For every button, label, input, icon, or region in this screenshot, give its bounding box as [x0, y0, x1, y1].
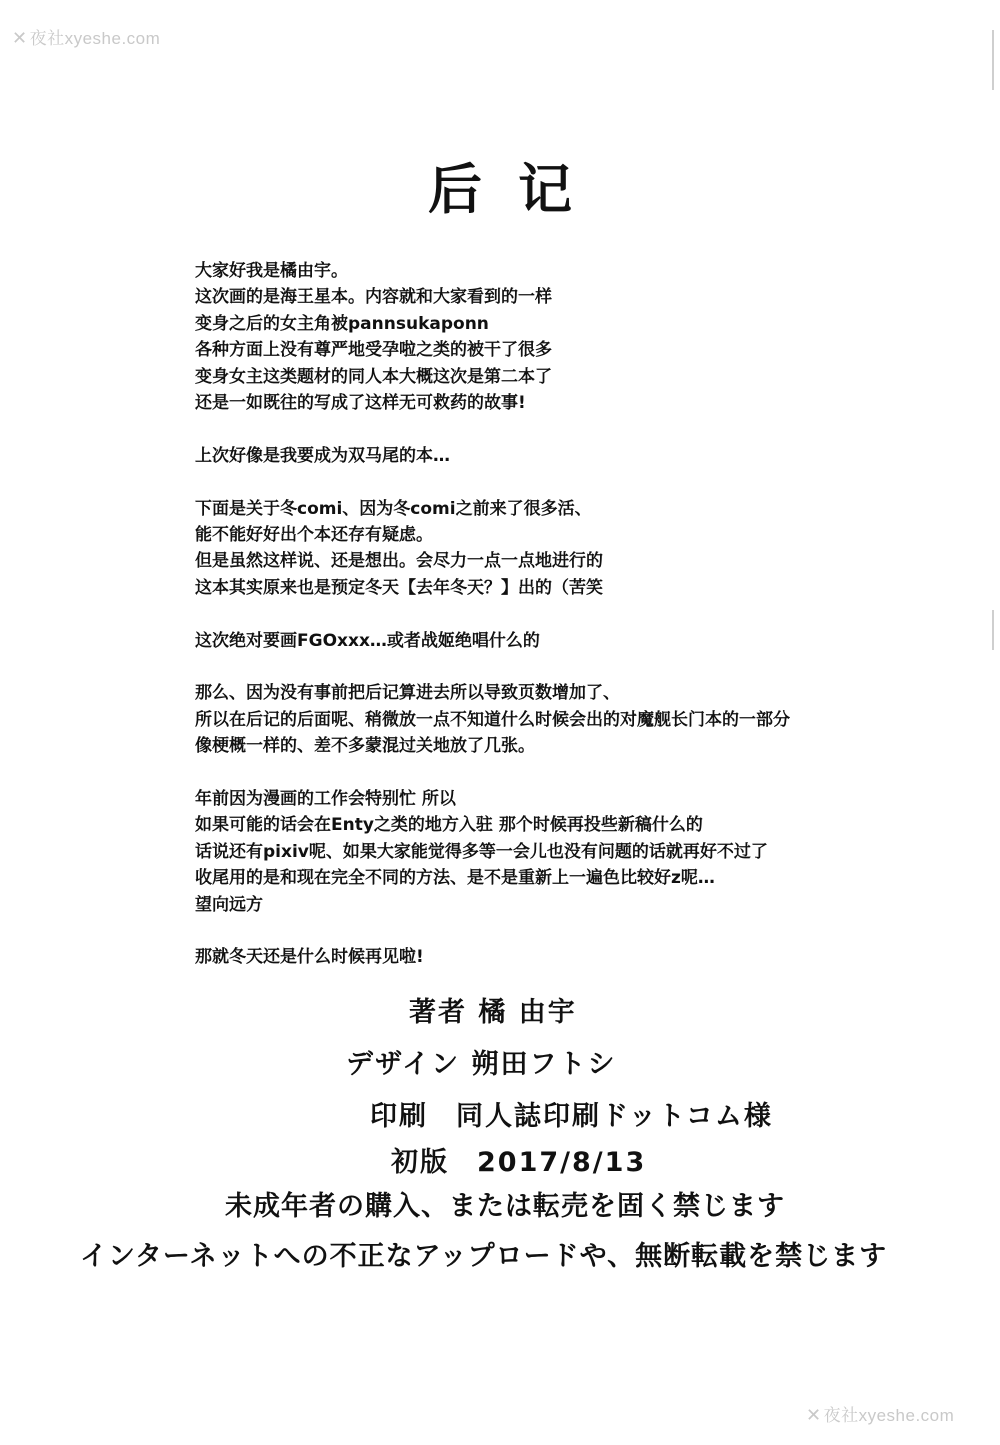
- text-line: 所以在后记的后面呢、稍微放一点不知道什么时候会出的对魔舰长门本的一部分: [195, 709, 790, 730]
- design-label: デザイン: [346, 1049, 461, 1080]
- text-line: 年前因为漫画的工作会特别忙 所以: [195, 789, 456, 810]
- text-line: 收尾用的是和现在完全不同的方法、是不是重新上一遍色比较好z呢…: [195, 868, 715, 889]
- page-title: 后记: [428, 158, 608, 221]
- print-label: 印刷: [370, 1101, 428, 1132]
- paragraph: [195, 443, 955, 469]
- text-line: 变身之后的女主角被pannsukaponn: [195, 313, 489, 334]
- author-label: 著者: [409, 997, 467, 1028]
- print-credit: [370, 1094, 773, 1133]
- watermark-top-text: 夜社xyeshe.com: [29, 29, 161, 48]
- edition-label: 初版: [391, 1147, 449, 1178]
- author-credit: [409, 990, 577, 1029]
- text-line: 望向远方: [195, 894, 263, 915]
- design-credit: [346, 1042, 617, 1081]
- paragraph: [195, 786, 955, 918]
- text-line: 大家好我是橘由宇。: [195, 261, 348, 281]
- author-name: 橘 由宇: [478, 997, 577, 1028]
- text-line: 但是虽然这样说、还是想出。会尽力一点一点地进行的: [195, 551, 603, 572]
- scan-edge-mark: [992, 30, 994, 90]
- text-line: 能不能好好出个本还存有疑虑。: [195, 525, 433, 546]
- text-line: 各种方面上没有尊严地受孕啦之类的被干了很多: [195, 340, 552, 361]
- text-line: 那么、因为没有事前把后记算进去所以导致页数增加了、: [195, 683, 620, 704]
- paragraph: [195, 496, 955, 602]
- print-name: 同人誌印刷ドットコム様: [456, 1101, 773, 1132]
- watermark-top: [12, 24, 160, 49]
- text-line: 像梗概一样的、差不多蒙混过关地放了几张。: [195, 736, 535, 757]
- watermark-bottom-text: 夜社xyeshe.com: [823, 1406, 955, 1425]
- text-line: 话说还有pixiv呢、如果大家能觉得多等一会儿也没有问题的话就再好不过了: [195, 841, 768, 862]
- text-line: 下面是关于冬comi、因为冬comi之前来了很多活、: [195, 498, 592, 519]
- text-line: 还是一如既往的写成了这样无可救药的故事!: [195, 393, 526, 414]
- paragraph: [195, 258, 955, 416]
- paragraph: [195, 680, 955, 759]
- text-line: 这本其实原来也是预定冬天【去年冬天？】出的（苦笑: [195, 577, 603, 598]
- watermark-bottom: [806, 1401, 954, 1426]
- notice-resale: 未成年者の購入、または転売を固く禁じます: [225, 1191, 785, 1222]
- text-line: 这次画的是海王星本。内容就和大家看到的一样: [195, 287, 552, 308]
- text-line: 如果可能的话会在Enty之类的地方入驻 那个时候再投些新稿什么的: [195, 815, 703, 836]
- text-line: 那就冬天还是什么时候再见啦!: [195, 947, 424, 968]
- edition-credit: [391, 1140, 646, 1179]
- scan-edge-mark: [992, 610, 994, 650]
- text-line: 变身女主这类题材的同人本大概这次是第二本了: [195, 366, 552, 387]
- watermark-x-icon: ✕: [12, 28, 28, 48]
- text-line: 上次好像是我要成为双马尾的本…: [195, 445, 450, 466]
- afterword-body: [195, 258, 955, 997]
- paragraph: [195, 628, 955, 654]
- paragraph: [195, 944, 955, 970]
- watermark-x-icon: ✕: [806, 1405, 822, 1425]
- notice-upload: インターネットへの不正なアップロードや、無断転載を禁じます: [80, 1241, 888, 1272]
- edition-date: 2017/8/13: [477, 1147, 647, 1178]
- text-line: 这次绝对要画FGOxxx…或者战姬绝唱什么的: [195, 630, 540, 651]
- design-name: 朔田フトシ: [471, 1049, 617, 1080]
